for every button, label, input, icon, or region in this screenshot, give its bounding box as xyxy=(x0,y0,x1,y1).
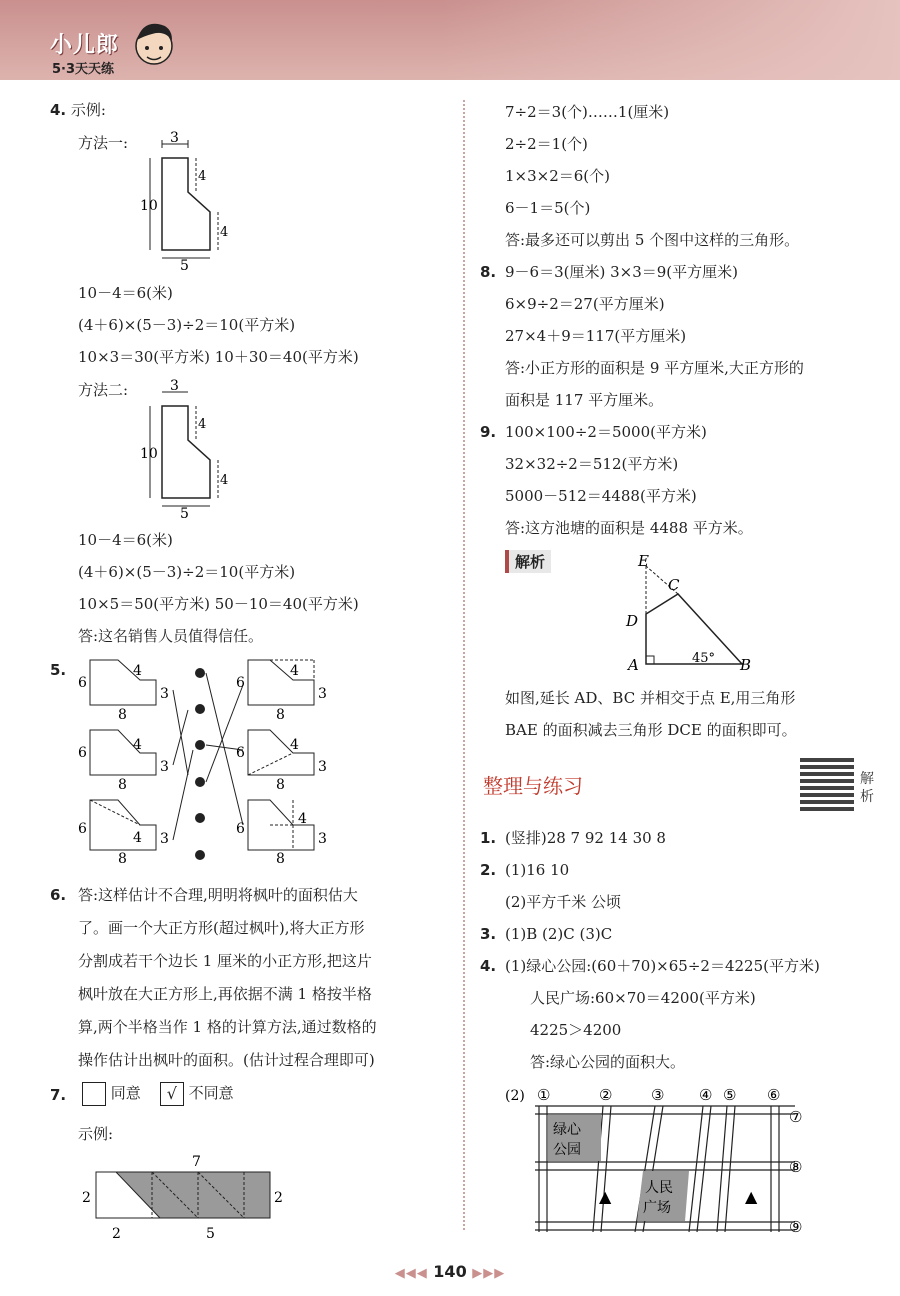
p4-line4: 答:绿心公园的面积大。 xyxy=(530,1053,686,1071)
road-7: ⑦ xyxy=(789,1108,803,1126)
qr-label: 解析 xyxy=(860,771,874,805)
q5-label-4f: 4 xyxy=(298,811,307,827)
q8-line1: 9－6＝3(厘米) 3×3＝9(平方厘米) xyxy=(505,263,739,281)
p3-number: 3. xyxy=(480,925,497,943)
q5-label-6c: 6 xyxy=(78,821,87,837)
analysis-line1: 如图,延长 AD、BC 并相交于点 E,用三角形 xyxy=(505,689,796,707)
q5-label-3a: 3 xyxy=(160,686,169,702)
column-divider xyxy=(463,100,465,1230)
q7-number: 7. xyxy=(50,1086,67,1104)
q5-label-3f: 3 xyxy=(318,831,327,847)
page-number: 140 xyxy=(433,1262,467,1281)
q7-cont-line3: 1×3×2＝6(个) xyxy=(505,167,611,185)
triangle-marker-2: ▲ xyxy=(745,1187,758,1206)
q4-m1-line1: 10－4＝6(米) xyxy=(78,284,173,302)
analysis-triangle-figure xyxy=(620,552,770,672)
road-5: ⑤ xyxy=(723,1086,737,1104)
q7-fig-right: 2 xyxy=(274,1190,283,1206)
q7-cont-line2: 2÷2＝1(个) xyxy=(505,135,588,153)
q6-line4: 枫叶放在大正方形上,再依据不满 1 格按半格 xyxy=(78,985,372,1003)
p4-number: 4. xyxy=(480,957,497,975)
q5-label-8f: 8 xyxy=(276,851,285,867)
q4-m2-line2: (4＋6)×(5－3)÷2＝10(平方米) xyxy=(78,563,296,581)
q5-label-6f: 6 xyxy=(236,821,245,837)
q5-label-6a: 6 xyxy=(78,675,87,691)
angle-label: 45° xyxy=(692,651,716,666)
p3-text: (1)B (2)C (3)C xyxy=(505,925,613,943)
q6-line2: 了。画一个大正方形(超过枫叶),将大正方形 xyxy=(78,919,365,937)
q4-m1-bottom: 5 xyxy=(180,258,189,274)
q6-line1: 答:这样估计不合理,明明将枫叶的面积估大 xyxy=(78,886,358,904)
q7-fig-bottom-left: 2 xyxy=(112,1226,121,1242)
q7-cont-line4: 6－1＝5(个) xyxy=(505,199,591,217)
park-name-2: 公园 xyxy=(553,1142,581,1158)
q5-label-8d: 8 xyxy=(276,707,285,723)
q6-line5: 算,两个半格当作 1 格的计算方法,通过数格的 xyxy=(78,1018,377,1036)
p1-text: (竖排)28 7 92 14 30 8 xyxy=(505,829,666,847)
q5-label-6d: 6 xyxy=(236,675,245,691)
q9-number: 9. xyxy=(480,423,497,441)
q4-number: 4. xyxy=(50,101,67,119)
q5-label-6e: 6 xyxy=(236,745,245,761)
point-D: D xyxy=(626,612,639,630)
qr-code[interactable] xyxy=(800,757,854,811)
point-E: E xyxy=(638,552,649,570)
q4-m1-line3: 10×3＝30(平方米) 10＋30＝40(平方米) xyxy=(78,348,359,366)
q4-method1-label: 方法一: xyxy=(78,134,129,152)
q7-fig-left: 2 xyxy=(82,1190,91,1206)
road-6: ⑥ xyxy=(767,1086,781,1104)
q5-label-8e: 8 xyxy=(276,777,285,793)
point-C: C xyxy=(668,576,680,594)
q9-line3: 5000－512＝4488(平方米) xyxy=(505,487,697,505)
q5-label-3d: 3 xyxy=(318,686,327,702)
q8-line4: 答:小正方形的面积是 9 平方厘米,大正方形的 xyxy=(505,359,804,377)
p4-line2: 人民广场:60×70＝4200(平方米) xyxy=(530,989,756,1007)
agree-checkbox[interactable] xyxy=(82,1082,106,1106)
q7-cont-answer: 答:最多还可以剪出 5 个图中这样的三角形。 xyxy=(505,231,800,249)
q7-fig-bottom-right: 5 xyxy=(206,1226,215,1242)
road-3: ③ xyxy=(651,1086,665,1104)
q4-title: 示例: xyxy=(70,101,106,119)
header-fade xyxy=(440,0,900,80)
q8-line3: 27×4＋9＝117(平方厘米) xyxy=(505,327,687,345)
road-1: ① xyxy=(537,1086,551,1104)
q5-label-3b: 3 xyxy=(160,759,169,775)
q4-heading xyxy=(50,100,106,120)
q8-number: 8. xyxy=(480,263,497,281)
q4-answer: 答:这名销售人员值得信任。 xyxy=(78,627,264,645)
agree-label: 同意 xyxy=(110,1084,141,1102)
q5-label-4b: 4 xyxy=(133,737,142,753)
q4-method2-label: 方法二: xyxy=(78,381,129,399)
p4-line3: 4225＞4200 xyxy=(530,1021,622,1039)
q8-line2: 6×9÷2＝27(平方厘米) xyxy=(505,295,665,313)
map-label: (2) xyxy=(505,1088,525,1104)
road-8: ⑧ xyxy=(789,1158,803,1176)
q4-m2-right-lower: 4 xyxy=(220,473,229,488)
q5-label-8c: 8 xyxy=(118,851,127,867)
q5-label-3e: 3 xyxy=(318,759,327,775)
p1-number: 1. xyxy=(480,829,497,847)
brand-series: 5·3天天练 xyxy=(52,62,115,77)
disagree-label: 不同意 xyxy=(188,1084,234,1102)
q4-m2-top: 3 xyxy=(170,378,179,394)
q7-strip-figure xyxy=(80,1152,300,1242)
q8-line5: 面积是 117 平方厘米。 xyxy=(505,391,664,409)
q4-m2-left: 10 xyxy=(140,446,158,462)
q4-m2-bottom: 5 xyxy=(180,506,189,522)
road-4: ④ xyxy=(699,1086,713,1104)
prev-arrows[interactable]: ◀◀◀ xyxy=(394,1266,428,1281)
square-name-1: 人民 xyxy=(645,1180,673,1196)
page-header xyxy=(0,0,900,80)
park-name-1: 绿心 xyxy=(553,1122,581,1138)
q4-m2-right-upper: 4 xyxy=(198,417,207,432)
section-title: 整理与练习 xyxy=(483,774,583,798)
q4-m1-right-lower: 4 xyxy=(220,225,229,240)
q4-m1-right-upper: 4 xyxy=(198,169,207,184)
q7-cont-line1: 7÷2＝3(个)……1(厘米) xyxy=(505,103,670,121)
q6-line3: 分割成若干个边长 1 厘米的小正方形,把这片 xyxy=(78,952,372,970)
page-footer xyxy=(0,1262,900,1281)
next-arrows[interactable]: ▶▶▶ xyxy=(472,1266,506,1281)
q5-label-8a: 8 xyxy=(118,707,127,723)
p2-number: 2. xyxy=(480,861,497,879)
q5-label-4d: 4 xyxy=(290,663,299,679)
q9-answer: 答:这方池塘的面积是 4488 平方米。 xyxy=(505,519,753,537)
road-2: ② xyxy=(599,1086,613,1104)
q4-m1-left: 10 xyxy=(140,198,158,214)
q6-number: 6. xyxy=(50,886,67,904)
p2-line2: (2)平方千米 公顷 xyxy=(505,893,622,911)
q6-line6: 操作估计出枫叶的面积。(估计过程合理即可) xyxy=(78,1051,375,1069)
q5-label-4c: 4 xyxy=(133,830,142,846)
q4-figure-method2 xyxy=(140,380,260,520)
disagree-checkbox[interactable]: √ xyxy=(160,1082,184,1106)
q4-m2-line3: 10×5＝50(平方米) 50－10＝40(平方米) xyxy=(78,595,359,613)
q5-label-4a: 4 xyxy=(133,663,142,679)
p4-line1: (1)绿心公园:(60＋70)×65÷2＝4225(平方米) xyxy=(505,957,820,975)
q4-m2-line1: 10－4＝6(米) xyxy=(78,531,173,549)
road-9: ⑨ xyxy=(789,1218,803,1236)
q9-line1: 100×100÷2＝5000(平方米) xyxy=(505,423,707,441)
square-name-2: 广场 xyxy=(643,1200,671,1216)
q4-figure-method1 xyxy=(140,132,260,272)
q9-line2: 32×32÷2＝512(平方米) xyxy=(505,455,679,473)
p2-line1: (1)16 10 xyxy=(505,861,570,879)
q4-m1-line2: (4＋6)×(5－3)÷2＝10(平方米) xyxy=(78,316,296,334)
triangle-marker-1: ▲ xyxy=(599,1187,612,1206)
analysis-tag: 解析 xyxy=(505,550,551,573)
q5-number: 5. xyxy=(50,661,67,679)
q5-label-8b: 8 xyxy=(118,777,127,793)
analysis-line2: BAE 的面积减去三角形 DCE 的面积即可。 xyxy=(505,721,797,739)
mascot-icon xyxy=(132,18,176,74)
point-A: A xyxy=(628,656,639,674)
q7-options xyxy=(82,1082,234,1106)
q7-fig-top: 7 xyxy=(192,1154,201,1170)
p4-map-figure xyxy=(505,1082,825,1242)
q7-example: 示例: xyxy=(78,1125,114,1143)
q5-label-4e: 4 xyxy=(290,737,299,753)
point-B: B xyxy=(740,656,752,674)
q5-matching-figure xyxy=(78,655,348,865)
q5-label-6b: 6 xyxy=(78,745,87,761)
q4-m1-top: 3 xyxy=(170,130,179,146)
brand-logo: 小儿郎 xyxy=(50,33,120,58)
q5-label-3c: 3 xyxy=(160,831,169,847)
